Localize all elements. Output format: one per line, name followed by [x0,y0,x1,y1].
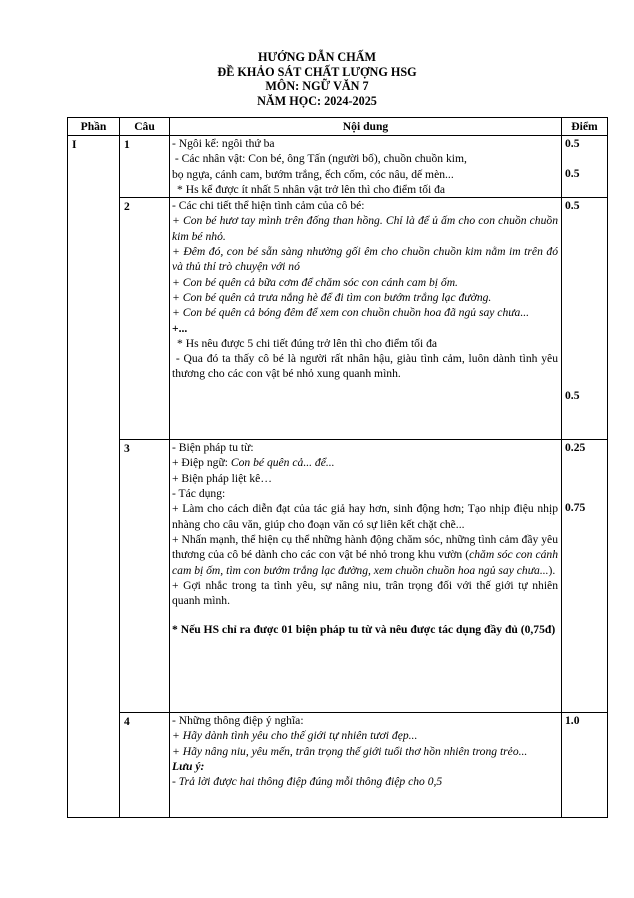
q3-line: - Biện pháp tu từ: [172,441,254,455]
q4-message: + Hãy dành tình yêu cho thế giới tự nhiên tươi đẹp... [172,729,418,743]
q3-scores [562,440,608,713]
heading-guide-title: HƯỚNG DẪN CHẤM [257,50,377,64]
q3-note: * Nếu HS chỉ ra được 01 biện pháp tu từ và nêu được tác dụng đầy đủ (0,75đ) [172,623,556,637]
table-header-row [68,118,608,136]
q3-score-2: 0.75 [565,501,586,515]
q1-scores [562,136,608,198]
table-row-q3 [68,440,608,713]
document-heading [0,50,634,108]
q1-line: - Các nhân vật: Con bé, ông Tấn (người bố), chuồn chuồn kim, [172,152,467,166]
q1-line: bọ ngựa, cánh cam, bướm trắng, ếch cốm, cóc nâu, dế mèn... [172,167,454,181]
q4-note: - Trả lời được hai thông điệp đúng mỗi thông điệp cho 0,5 [172,775,443,789]
q4-note-label: Lưu ý: [172,760,205,774]
table-row-q2 [68,198,608,440]
part-number: I [68,136,120,818]
q2-detail: + Con bé quên cả bữa cơm để chăm sóc con cánh cam bị ốm. [172,275,458,289]
q2-score-2: 0.5 [565,389,580,403]
q1-line: - Ngôi kể: ngôi thứ ba [172,137,275,150]
heading-school-year: NĂM HỌC: 2024-2025 [257,93,377,108]
header-part: Phần [68,118,120,136]
q2-intro: - Các chi tiết thể hiện tình cảm của cô bé: [172,199,365,213]
q2-detail: + Con bé quên cả trưa nắng hè để đi tìm con bướm trắng lạc đường. [172,290,492,304]
q3-repetition: + Điệp ngữ: Con bé quên cả... để... [172,456,335,470]
q4-message: + Hãy nâng niu, yêu mến, trân trọng thế giới tuổi thơ hồn nhiên trong trẻo... [172,744,528,758]
q2-score-1: 0.5 [565,199,580,213]
q4-content [170,713,562,818]
table-row-q4 [68,713,608,818]
q3-content [170,440,562,713]
table-row-q1 [68,136,608,198]
q2-detail: + Con bé quên cả bóng đêm để xem con chuồn chuồn hoa đã ngủ say chưa... [172,306,530,320]
q4-number: 4 [120,713,170,818]
q2-note: * Hs nêu được 5 chi tiết đúng trở lên thì cho điểm tối đa [177,336,438,350]
grading-table [67,117,608,818]
q2-number: 2 [120,198,170,440]
q2-scores [562,198,608,440]
header-question: Câu [120,118,170,136]
q3-effect: + Nhấn mạnh, thể hiện cụ thể những hành động chăm sóc, những tình cảm đầy yêu thương của cô bé dành cho các con vật bé nhỏ trong khu vườn (chăm sóc con cánh cam bị ốm, tìm con bướm trắng lạc đường, xem chuồn chuồn hoa ngủ say chưa...). [172,532,559,577]
header-content: Nội dung [170,118,562,136]
heading-subject: MÔN: NGỮ VĂN 7 [265,79,369,93]
q3-line: + Biện pháp liệt kê… [172,471,272,485]
q2-conclusion: - Qua đó ta thấy cô bé là người rất nhân hậu, giàu tình cảm, luôn dành tình yêu thương cho các con vật bé nhỏ xung quanh mình. [172,352,561,381]
q1-number: 1 [120,136,170,198]
q2-detail-more: +... [172,321,188,335]
q3-score-1: 0.25 [565,441,586,455]
q1-score-2: 0.5 [565,167,580,181]
q2-detail: + Con bé hươ tay mình trên đống than hồng. Chỉ là để ủ ấm cho con chuồn chuồn kim bé nhỏ. [172,214,558,243]
header-score: Điểm [562,118,608,136]
q3-number: 3 [120,440,170,713]
q2-content [170,198,562,440]
q2-detail: + Đêm đó, con bé sẵn sàng nhường gối êm cho chuồn chuồn kim nằm im trên đó và thủ thỉ trò chuyện với nó [172,245,558,274]
q1-content [170,136,562,198]
q3-effect: + Làm cho cách diễn đạt của tác giả hay hơn, sinh động hơn; Tạo nhịp điệu nhịp nhàng cho câu văn, giúp cho đoạn văn có sự liên kết chặt chẽ... [172,502,558,531]
heading-exam-title: ĐỀ KHẢO SÁT CHẤT LƯỢNG HSG [217,64,417,79]
q3-line: - Tác dụng: [172,487,226,501]
q1-score-1: 0.5 [565,137,580,150]
q4-line: - Những thông điệp ý nghĩa: [172,714,304,728]
q1-note: * Hs kể được ít nhất 5 nhân vật trở lên thì cho điểm tối đa [177,182,446,196]
q3-effect: + Gợi nhắc trong ta tình yêu, sự nâng niu, trân trọng đối với thế giới tự nhiên quanh mình. [172,578,558,608]
q4-score: 1.0 [562,713,608,818]
